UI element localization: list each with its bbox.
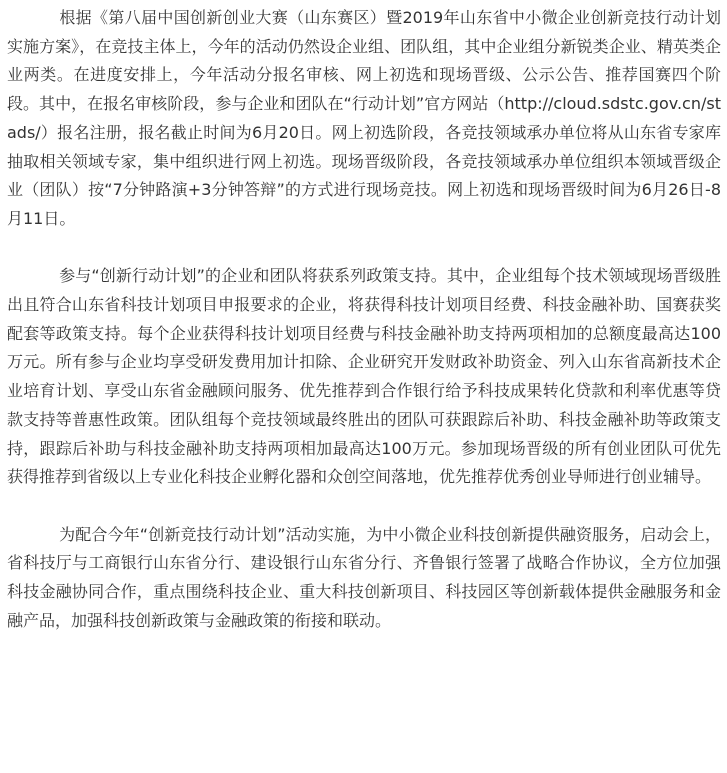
paragraph-text: 为配合今年“创新竞技行动计划”活动实施，为中小微企业科技创新提供融资服务，启动会上，省科技厅与工商银行山东省分行、建设银行山东省分行、齐鲁银行签署了战略合作协议，全方位加强科技金融协同合作，重点围绕科技企业、重大科技创新项目、科技园区等创新载体提供金融服务和金融产品，加强科技创新政策与金融政策的衔接和联动。 (7, 524, 721, 630)
paragraph-competition-schedule (7, 4, 721, 234)
paragraph-financial-cooperation (7, 521, 721, 636)
paragraph-text: 参与“创新行动计划”的企业和团队将获系列政策支持。其中，企业组每个技术领域现场晋级胜出且符合山东省科技计划项目申报要求的企业，将获得科技计划项目经费、科技金融补助、国赛获奖配套等政策支持。每个企业获得科技计划项目经费与科技金融补助支持两项相加的总额度最高达100万元。所有参与企业均享受研发费用加计扣除、企业研究开发财政补助资金、列入山东省高新技术企业培育计划、享受山东省金融顾问服务、优先推荐到合作银行给予科技成果转化贷款和利率优惠等贷款支持等普惠性政策。团队组每个竞技领域最终胜出的团队可获跟踪后补助、科技金融补助等政策支持，跟踪后补助与科技金融补助支持两项相加最高达100万元。参加现场晋级的所有创业团队可优先获得推荐到省级以上专业化科技企业孵化器和众创空间落地，优先推荐优秀创业导师进行创业辅导。 (7, 266, 721, 487)
paragraph-text: 根据《第八届中国创新创业大赛（山东赛区）暨2019年山东省中小微企业创新竞技行动计划实施方案》，在竞技主体上，今年的活动仍然设企业组、团队组，其中企业组分新锐类企业、精英类企业两类。在进度安排上，今年活动分报名审核、网上初选和现场晋级、公示公告、推荐国赛四个阶段。其中，在报名审核阶段，参与企业和团队在“行动计划”官方网站（http://cloud.sdstc.gov.cn/stads/）报名注册，报名截止时间为6月20日。网上初选阶段，各竞技领域承办单位将从山东省专家库抽取相关领域专家，集中组织进行网上初选。现场晋级阶段，各竞技领域承办单位组织本领域晋级企业（团队）按“7分钟路演+3分钟答辩”的方式进行现场竞技。网上初选和现场晋级时间为6月26日-8月11日。 (7, 8, 721, 228)
paragraph-policy-support (7, 262, 721, 492)
